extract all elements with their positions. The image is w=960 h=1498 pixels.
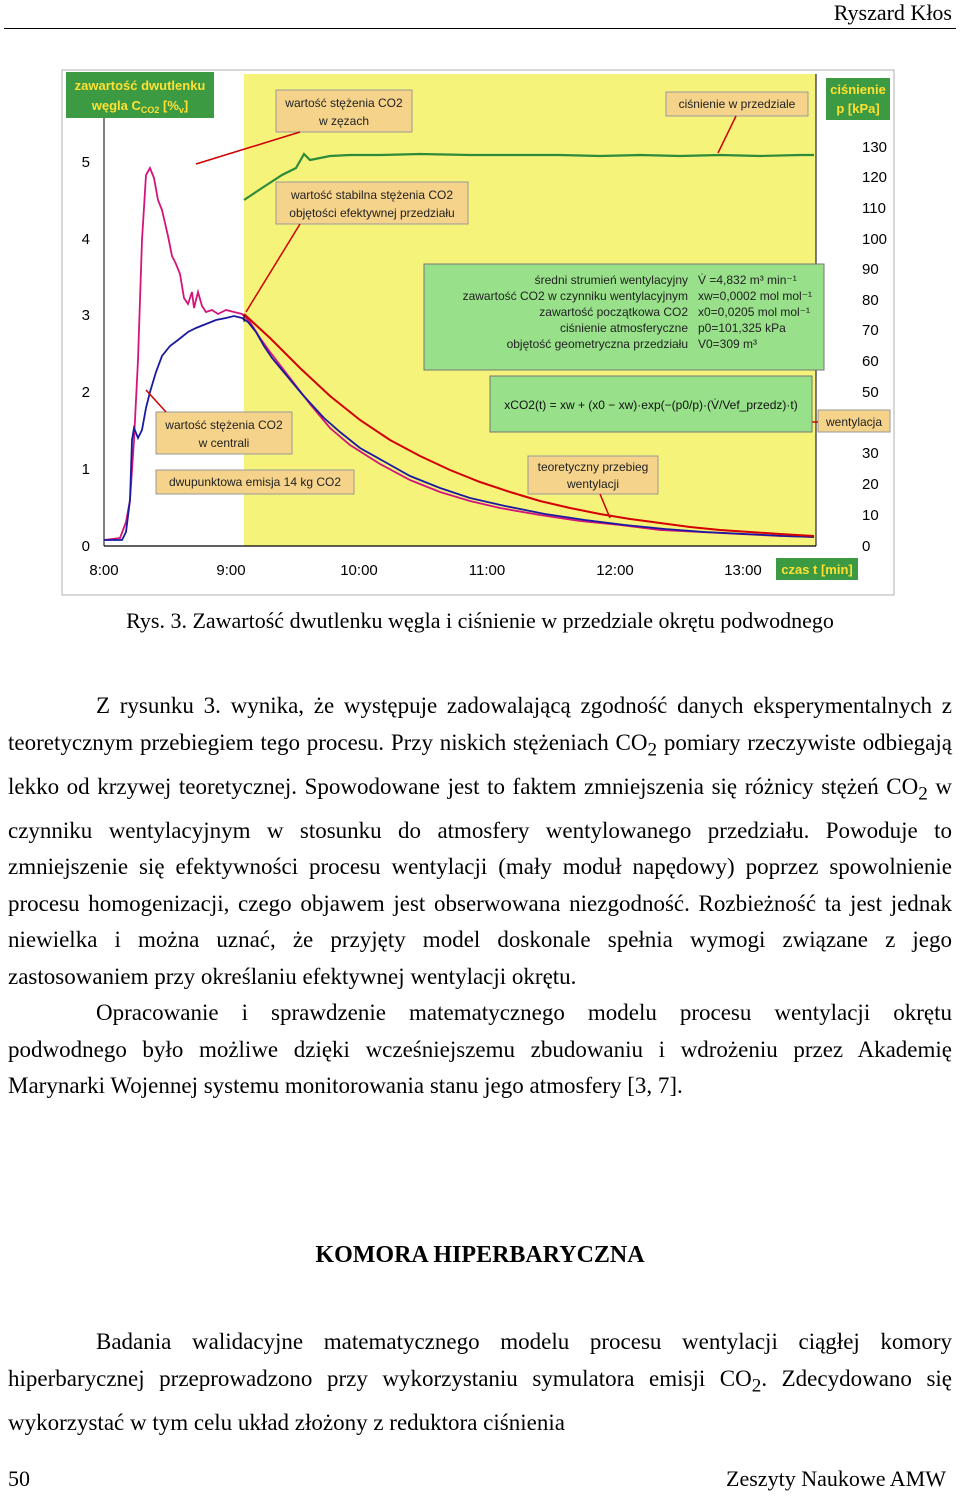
y-left-tick: 2	[81, 384, 90, 401]
annotation-theory-line1: teoretyczny przebieg	[537, 460, 649, 474]
left-axis-title-line1: zawartość dwutlenku	[74, 78, 206, 93]
paragraph-3-part-b: . Zdecydowano się wykorzystać w tym celu układ złożony z reduktora ciśnienia	[8, 1365, 952, 1435]
param-value: V̇ =4,832 m³ min⁻¹	[698, 273, 797, 287]
y-left-tick: 3	[81, 307, 90, 324]
y-right-tick: 10	[862, 507, 879, 524]
subscript-2: 2	[751, 1375, 762, 1397]
left-axis-title-line2: węgla $C_{CO2}$ $[\%_v]$	[91, 98, 189, 115]
body-text-block-2	[8, 1324, 952, 1441]
right-axis-title-line1: ciśnienie	[830, 82, 886, 97]
param-value: V0=309 m³	[698, 337, 758, 351]
header-rule	[4, 28, 956, 29]
annotation-pressure-label: ciśnienie w przedziale	[678, 97, 796, 111]
formula-box	[490, 376, 812, 432]
y-right-tick: 30	[862, 445, 879, 462]
x-axis-title-box	[776, 558, 858, 580]
annotation-center-line1: wartość stężenia CO2	[165, 418, 283, 432]
x-tick: 11:00	[468, 562, 506, 579]
y-left-tick: 1	[81, 461, 90, 478]
paragraph-3	[8, 1324, 952, 1441]
x-axis-title: czas t [min]	[781, 562, 853, 577]
annotation-nodes-line2: w zęzach	[318, 114, 370, 128]
body-text-block	[8, 688, 952, 1105]
paragraph-1	[8, 688, 952, 995]
subscript-2: 2	[918, 783, 928, 805]
param-value: x0=0,0205 mol mol⁻¹	[698, 305, 811, 319]
subscript-2: 2	[647, 739, 658, 761]
y-right-tick: 20	[862, 476, 879, 493]
page-number: 50	[8, 1466, 30, 1491]
annotation-stable-line2: objętości efektywnej przedziału	[289, 206, 455, 220]
paragraph-1-part-c: w czynniku wentylacyjnym w stosunku do atmosfery wentylowanego przedziału. Powoduje to zmniejszenie się efektywności procesu wentylacji (mały moduł napędowy) poprzez spowolnienie procesu homogenizacji, czego objawem jest obserwowana niezgodność. Rozbieżność ta jest jednak niewielka i można uznać, że przyjęty model doskonale spełnia wymogi związane z jego zastosowaniem przy określaniu efektywnej wentylacji okrętu.	[8, 773, 952, 989]
annotation-emission	[156, 470, 354, 494]
paragraph-1-part-a: Z rysunku 3. wynika, że występuje zadowalającą zgodność danych eksperymentalnych z teoretycznym przebiegiem tego procesu. Przy niskich stężeniach CO	[8, 693, 952, 755]
y-left-tick: 4	[81, 231, 90, 248]
y-right-tick: 120	[862, 169, 888, 186]
y-left-tick: 0	[81, 538, 90, 555]
formula-text: xCO2(t) = xw + (x0 − xw)·exp(−(p0/p)·(V̇/Vef_przedz)·t)	[504, 398, 798, 412]
param-value: xw=0,0002 mol mol⁻¹	[698, 289, 813, 303]
paragraph-2: Opracowanie i sprawdzenie matematycznego modelu procesu wentylacji okrętu podwodnego było możliwe dzięki wcześniejszemu zbudowaniu i wdrożeniu przez Akademię Marynarki Wojennej systemu monitorowania stanu jego atmosfery [3, 7].	[8, 1000, 952, 1099]
chart-svg	[0, 60, 960, 600]
y-right-tick: 90	[862, 261, 879, 278]
x-tick: 8:00	[89, 562, 119, 579]
y-right-tick: 80	[862, 292, 879, 309]
param-value: p0=101,325 kPa	[698, 321, 786, 335]
right-axis-title-box	[826, 78, 890, 120]
section-heading: KOMORA HIPERBARYCZNA	[315, 1242, 645, 1268]
param-name: zawartość początkowa CO2	[539, 305, 688, 319]
annotation-nodes-line1: wartość stężenia CO2	[285, 96, 403, 110]
param-name: ciśnienie atmosferyczne	[559, 321, 688, 335]
y-right-tick: 130	[862, 139, 888, 156]
y-left-tick: 5	[81, 154, 90, 171]
annotation-center-line2: w centrali	[198, 436, 250, 450]
y-right-tick: 110	[862, 200, 886, 217]
annotation-emission-label: dwupunktowa emisja 14 kg CO2	[168, 475, 342, 489]
param-name: średni strumień wentylacyjny	[534, 273, 688, 287]
left-axis-title-box	[66, 72, 214, 118]
figure-co2-pressure-chart	[0, 60, 960, 600]
annotation-theory-line2: wentylacji	[566, 477, 620, 491]
annotation-ventilation-label: wentylacja	[825, 415, 883, 429]
parameters-box	[424, 264, 824, 370]
x-tick: 13:00	[724, 562, 762, 579]
y-right-tick: 60	[862, 353, 879, 370]
running-header-author: Ryszard Kłos	[833, 0, 952, 25]
paragraph-1-part-b: pomiary rzeczywiste odbiegają lekko od krzywej teoretycznej. Spowodowane jest to faktem zmniejszenia się różnicy stężeń CO	[8, 729, 952, 799]
y-right-tick: 0	[862, 538, 871, 555]
annotation-stable-line1: wartość stabilna stężenia CO2	[290, 188, 454, 202]
figure-caption: Rys. 3. Zawartość dwutlenku węgla i ciśnienie w przedziale okrętu podwodnego	[126, 608, 834, 633]
y-right-tick: 50	[862, 384, 879, 401]
x-tick: 12:00	[596, 562, 634, 579]
right-axis-title-line2: p [kPa]	[836, 101, 880, 116]
param-name: zawartość CO2 w czynniku wentylacyjnym	[462, 289, 688, 303]
y-right-tick: 70	[862, 322, 879, 339]
running-footer-journal: Zeszyty Naukowe AMW	[726, 1466, 946, 1491]
paragraph-3-part-a: Badania walidacyjne matematycznego modelu procesu wentylacji ciągłej komory hiperbarycznej przeprowadzono przy wykorzystaniu symulatora emisji CO	[8, 1329, 952, 1391]
x-tick: 9:00	[216, 562, 246, 579]
x-tick: 10:00	[340, 562, 378, 579]
param-name: objętość geometryczna przedziału	[506, 337, 688, 351]
y-right-tick: 100	[862, 231, 888, 248]
